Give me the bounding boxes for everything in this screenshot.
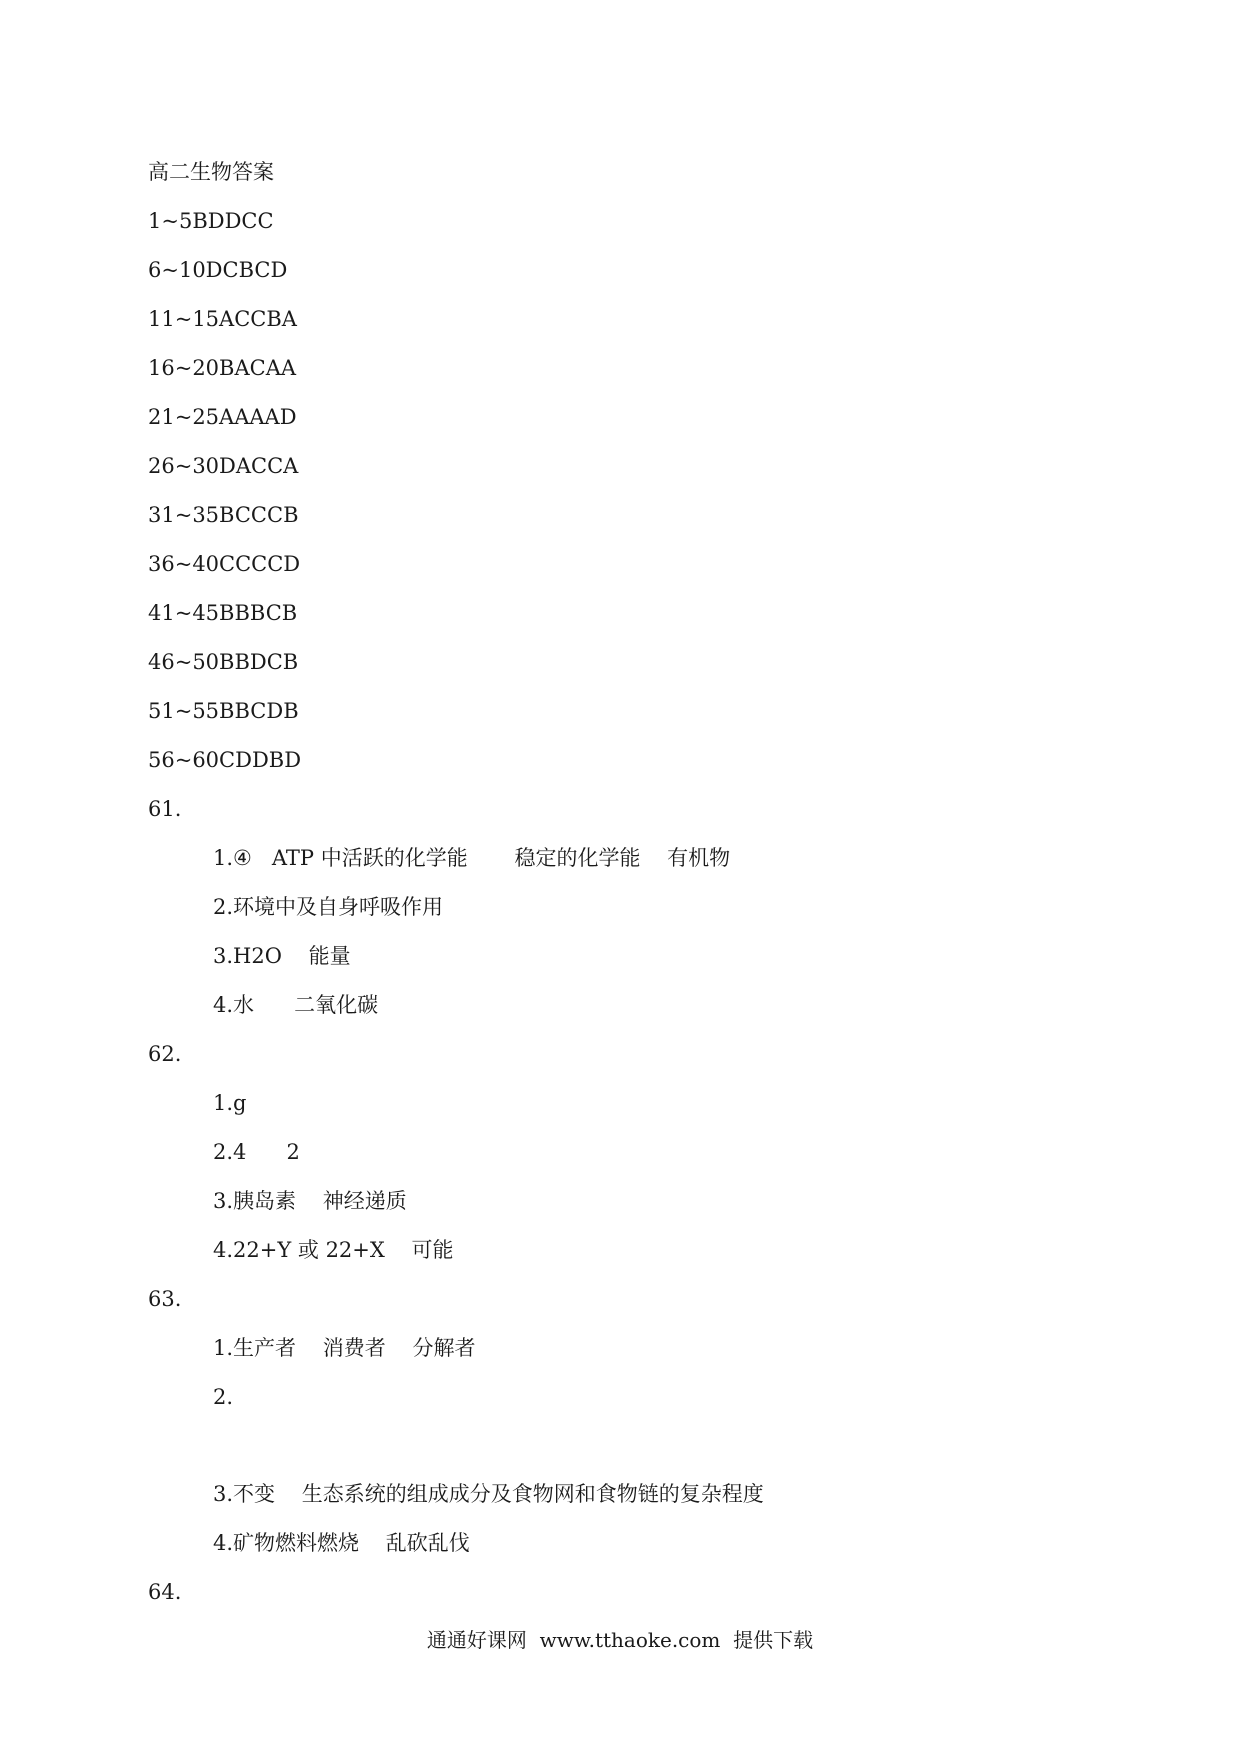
question-number-64: 64.	[148, 1580, 182, 1604]
page-title: 高二生物答案	[148, 160, 274, 184]
mc-answer-line: 51~55BBCDB	[148, 699, 299, 723]
q62-answer: 4.22+Y 或 22+X 可能	[213, 1238, 454, 1262]
q63-answer: 2.	[213, 1385, 234, 1409]
mc-answer-line: 26~30DACCA	[148, 454, 299, 478]
q62-answer: 1.g	[213, 1091, 247, 1115]
mc-answer-line: 11~15ACCBA	[148, 307, 297, 331]
q63-answer: 1.生产者 消费者 分解者	[213, 1336, 476, 1360]
q63-answer: 3.不变 生态系统的组成成分及食物网和食物链的复杂程度	[213, 1482, 764, 1506]
q63-answer: 4.矿物燃料燃烧 乱砍乱伐	[213, 1531, 470, 1555]
mc-answer-line: 56~60CDDBD	[148, 748, 302, 772]
mc-answer-line: 41~45BBBCB	[148, 601, 298, 625]
q62-answer: 3.胰岛素 神经递质	[213, 1189, 407, 1213]
q61-answer: 1.④ ATP 中活跃的化学能 稳定的化学能 有机物	[213, 846, 731, 870]
question-number-63: 63.	[148, 1287, 182, 1311]
mc-answer-line: 21~25AAAAD	[148, 405, 297, 429]
q61-answer: 2.环境中及自身呼吸作用	[213, 895, 444, 919]
mc-answer-line: 16~20BACAA	[148, 356, 297, 380]
mc-answer-line: 6~10DCBCD	[148, 258, 288, 282]
mc-answer-line: 31~35BCCCB	[148, 503, 299, 527]
mc-answer-line: 36~40CCCCD	[148, 552, 301, 576]
q62-answer: 2.4 2	[213, 1140, 300, 1164]
question-number-62: 62.	[148, 1042, 182, 1066]
q61-answer: 3.H2O 能量	[213, 944, 351, 968]
q61-answer: 4.水 二氧化碳	[213, 993, 379, 1017]
mc-answer-line: 1~5BDDCC	[148, 209, 274, 233]
page-footer: 通通好课网 www.tthaoke.com 提供下载	[426, 1628, 814, 1652]
mc-answer-line: 46~50BBDCB	[148, 650, 299, 674]
question-number-61: 61.	[148, 797, 182, 821]
